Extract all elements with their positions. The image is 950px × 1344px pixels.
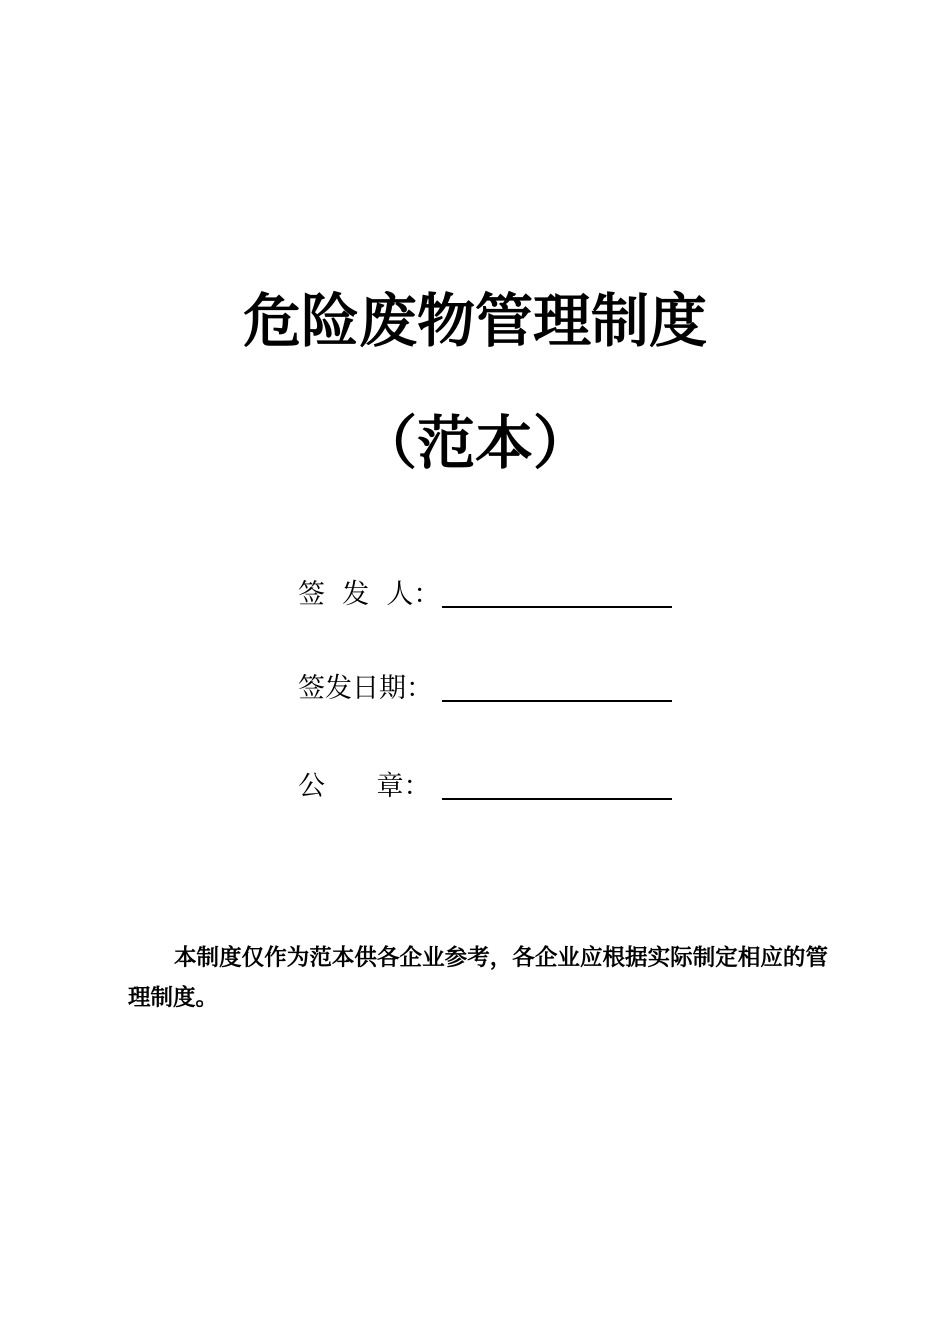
document-title: 危险废物管理制度 [242,287,707,355]
official-seal-field [298,760,672,800]
sign-date-label: 签发日期： [298,673,433,704]
official-seal-label: 公 章： [298,771,431,802]
official-seal-blank-line [442,768,672,800]
signer-blank-line [442,576,672,608]
sign-date-field [298,662,672,702]
sign-date-blank-line [442,670,672,702]
signer-field [298,568,672,608]
signer-label: 签 发 人： [298,579,441,610]
disclaimer-note: 本制度仅作为范本供各企业参考，各企业应根据实际制定相应的管理制度。 [128,945,828,1011]
document-subtitle: （范本） [358,409,591,477]
